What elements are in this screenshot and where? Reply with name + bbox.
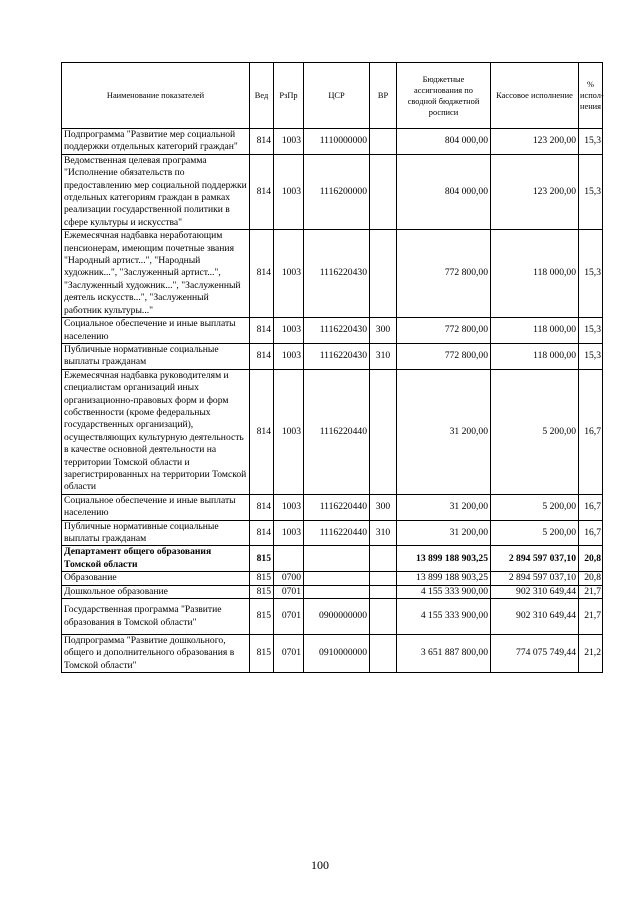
- row-percent: 21,2: [579, 635, 603, 673]
- row-csr: 1116220430: [304, 318, 370, 344]
- row-rzpr: 1003: [274, 343, 304, 369]
- row-budget: 31 200,00: [397, 494, 491, 520]
- row-budget: 804 000,00: [397, 129, 491, 155]
- row-name: Подпрограмма "Развитие мер социальной поддержки отдельных категорий граждан": [62, 129, 250, 155]
- row-vr: 310: [370, 343, 397, 369]
- row-vr: [370, 230, 397, 318]
- row-vr: [370, 599, 397, 635]
- row-vr: [370, 369, 397, 494]
- row-budget: 4 155 333 900,00: [397, 599, 491, 635]
- row-cash: 774 075 749,44: [491, 635, 579, 673]
- row-budget: 31 200,00: [397, 520, 491, 546]
- table-row: [62, 369, 603, 494]
- row-ved: 814: [250, 154, 274, 229]
- row-name: Дошкольное образование: [62, 585, 250, 598]
- row-vr: 300: [370, 494, 397, 520]
- row-rzpr: 0700: [274, 572, 304, 585]
- table-row: [62, 129, 603, 155]
- row-name: Социальное обеспечение и иные выплаты населению: [62, 318, 250, 344]
- row-csr: [304, 546, 370, 572]
- row-cash: 2 894 597 037,10: [491, 546, 579, 572]
- header-name: Наименование показателей: [62, 63, 250, 129]
- row-csr: 0900000000: [304, 599, 370, 635]
- row-name: Публичные нормативные социальные выплаты гражданам: [62, 520, 250, 546]
- row-rzpr: 0701: [274, 635, 304, 673]
- table-row: [62, 572, 603, 585]
- row-csr: 1110000000: [304, 129, 370, 155]
- row-ved: 815: [250, 635, 274, 673]
- row-cash: 902 310 649,44: [491, 599, 579, 635]
- row-percent: 15,3: [579, 154, 603, 229]
- header-csr: ЦСР: [304, 63, 370, 129]
- row-cash: 5 200,00: [491, 369, 579, 494]
- table-row: [62, 318, 603, 344]
- row-cash: 118 000,00: [491, 343, 579, 369]
- header-percent: % испол-нения: [579, 63, 603, 129]
- row-percent: 16,7: [579, 520, 603, 546]
- row-budget: 13 899 188 903,25: [397, 572, 491, 585]
- row-rzpr: 1003: [274, 129, 304, 155]
- row-budget: 772 800,00: [397, 318, 491, 344]
- table-row: [62, 635, 603, 673]
- row-csr: 1116220440: [304, 369, 370, 494]
- table-row: [62, 520, 603, 546]
- row-percent: 16,7: [579, 494, 603, 520]
- row-name: Ежемесячная надбавка неработающим пенсионерам, имеющим почетные звания "Народный артист...", "Народный художник...", "Заслуженный артист...", "Заслуженный художник...", "Заслуженный деятель искусств...", "Заслуженный работник культуры...": [62, 230, 250, 318]
- row-ved: 814: [250, 520, 274, 546]
- row-rzpr: 1003: [274, 230, 304, 318]
- row-csr: 1116220430: [304, 343, 370, 369]
- row-ved: 814: [250, 369, 274, 494]
- table-row: [62, 599, 603, 635]
- row-rzpr: 1003: [274, 494, 304, 520]
- row-vr: [370, 635, 397, 673]
- row-csr: [304, 572, 370, 585]
- row-rzpr: 1003: [274, 369, 304, 494]
- budget-execution-table: [61, 62, 603, 673]
- row-ved: 814: [250, 318, 274, 344]
- row-csr: 1116220430: [304, 230, 370, 318]
- header-ved: Вед: [250, 63, 274, 129]
- row-name: Подпрограмма "Развитие дошкольного, общего и дополнительного образования в Томской области": [62, 635, 250, 673]
- row-vr: [370, 546, 397, 572]
- row-rzpr: 1003: [274, 154, 304, 229]
- table-row: [62, 585, 603, 598]
- row-csr: 0910000000: [304, 635, 370, 673]
- row-csr: 1116200000: [304, 154, 370, 229]
- row-cash: 118 000,00: [491, 230, 579, 318]
- row-rzpr: 1003: [274, 318, 304, 344]
- row-ved: 814: [250, 343, 274, 369]
- row-ved: 815: [250, 599, 274, 635]
- row-ved: 815: [250, 572, 274, 585]
- table-row: [62, 154, 603, 229]
- row-percent: 15,3: [579, 129, 603, 155]
- row-ved: 815: [250, 585, 274, 598]
- row-rzpr: [274, 546, 304, 572]
- row-ved: 814: [250, 129, 274, 155]
- row-percent: 20,8: [579, 546, 603, 572]
- row-cash: 123 200,00: [491, 154, 579, 229]
- row-vr: 310: [370, 520, 397, 546]
- header-vr: ВР: [370, 63, 397, 129]
- row-budget: 772 800,00: [397, 343, 491, 369]
- row-budget: 3 651 887 800,00: [397, 635, 491, 673]
- row-csr: 1116220440: [304, 494, 370, 520]
- row-ved: 815: [250, 546, 274, 572]
- row-csr: [304, 585, 370, 598]
- row-ved: 814: [250, 230, 274, 318]
- row-name: Образование: [62, 572, 250, 585]
- row-budget: 13 899 188 903,25: [397, 546, 491, 572]
- row-name: Публичные нормативные социальные выплаты гражданам: [62, 343, 250, 369]
- row-vr: [370, 585, 397, 598]
- row-vr: [370, 572, 397, 585]
- row-rzpr: 0701: [274, 599, 304, 635]
- row-vr: [370, 154, 397, 229]
- row-name: Ежемесячная надбавка руководителям и специалистам организаций иных организационно-правовых форм и форм собственности (кроме федеральных государственных организаций), осуществляющих культурную деятельность в качестве основной деятельности на территории Томской области и зарегистрированных на территории Томской области: [62, 369, 250, 494]
- row-cash: 2 894 597 037,10: [491, 572, 579, 585]
- row-cash: 123 200,00: [491, 129, 579, 155]
- row-rzpr: 0701: [274, 585, 304, 598]
- row-name: Социальное обеспечение и иные выплаты населению: [62, 494, 250, 520]
- row-budget: 772 800,00: [397, 230, 491, 318]
- table-row: [62, 343, 603, 369]
- row-cash: 5 200,00: [491, 520, 579, 546]
- row-percent: 21,7: [579, 599, 603, 635]
- page-number: 100: [311, 858, 329, 872]
- row-percent: 15,3: [579, 230, 603, 318]
- row-percent: 15,3: [579, 318, 603, 344]
- row-budget: 804 000,00: [397, 154, 491, 229]
- row-vr: [370, 129, 397, 155]
- row-rzpr: 1003: [274, 520, 304, 546]
- row-budget: 4 155 333 900,00: [397, 585, 491, 598]
- row-percent: 15,3: [579, 343, 603, 369]
- header-budget: Бюджетные ассигнования по сводной бюджетной росписи: [397, 63, 491, 129]
- row-name: Департамент общего образования Томской области: [62, 546, 250, 572]
- row-name: Ведомственная целевая программа "Исполнение обязательств по предоставлению мер социальной поддержки отдельных категориям граждан в рамках реализации государственной политики в сфере культуры и искусства": [62, 154, 250, 229]
- row-vr: 300: [370, 318, 397, 344]
- row-cash: 118 000,00: [491, 318, 579, 344]
- row-ved: 814: [250, 494, 274, 520]
- table-row: [62, 494, 603, 520]
- table-row: [62, 546, 603, 572]
- row-budget: 31 200,00: [397, 369, 491, 494]
- row-cash: 5 200,00: [491, 494, 579, 520]
- row-percent: 21,7: [579, 585, 603, 598]
- header-row: [62, 63, 603, 129]
- row-name: Государственная программа "Развитие образования в Томской области": [62, 599, 250, 635]
- row-percent: 16,7: [579, 369, 603, 494]
- header-cash: Кассовое исполнение: [491, 63, 579, 129]
- table-row: [62, 230, 603, 318]
- row-cash: 902 310 649,44: [491, 585, 579, 598]
- row-csr: 1116220440: [304, 520, 370, 546]
- header-rzpr: РзПр: [274, 63, 304, 129]
- row-percent: 20,8: [579, 572, 603, 585]
